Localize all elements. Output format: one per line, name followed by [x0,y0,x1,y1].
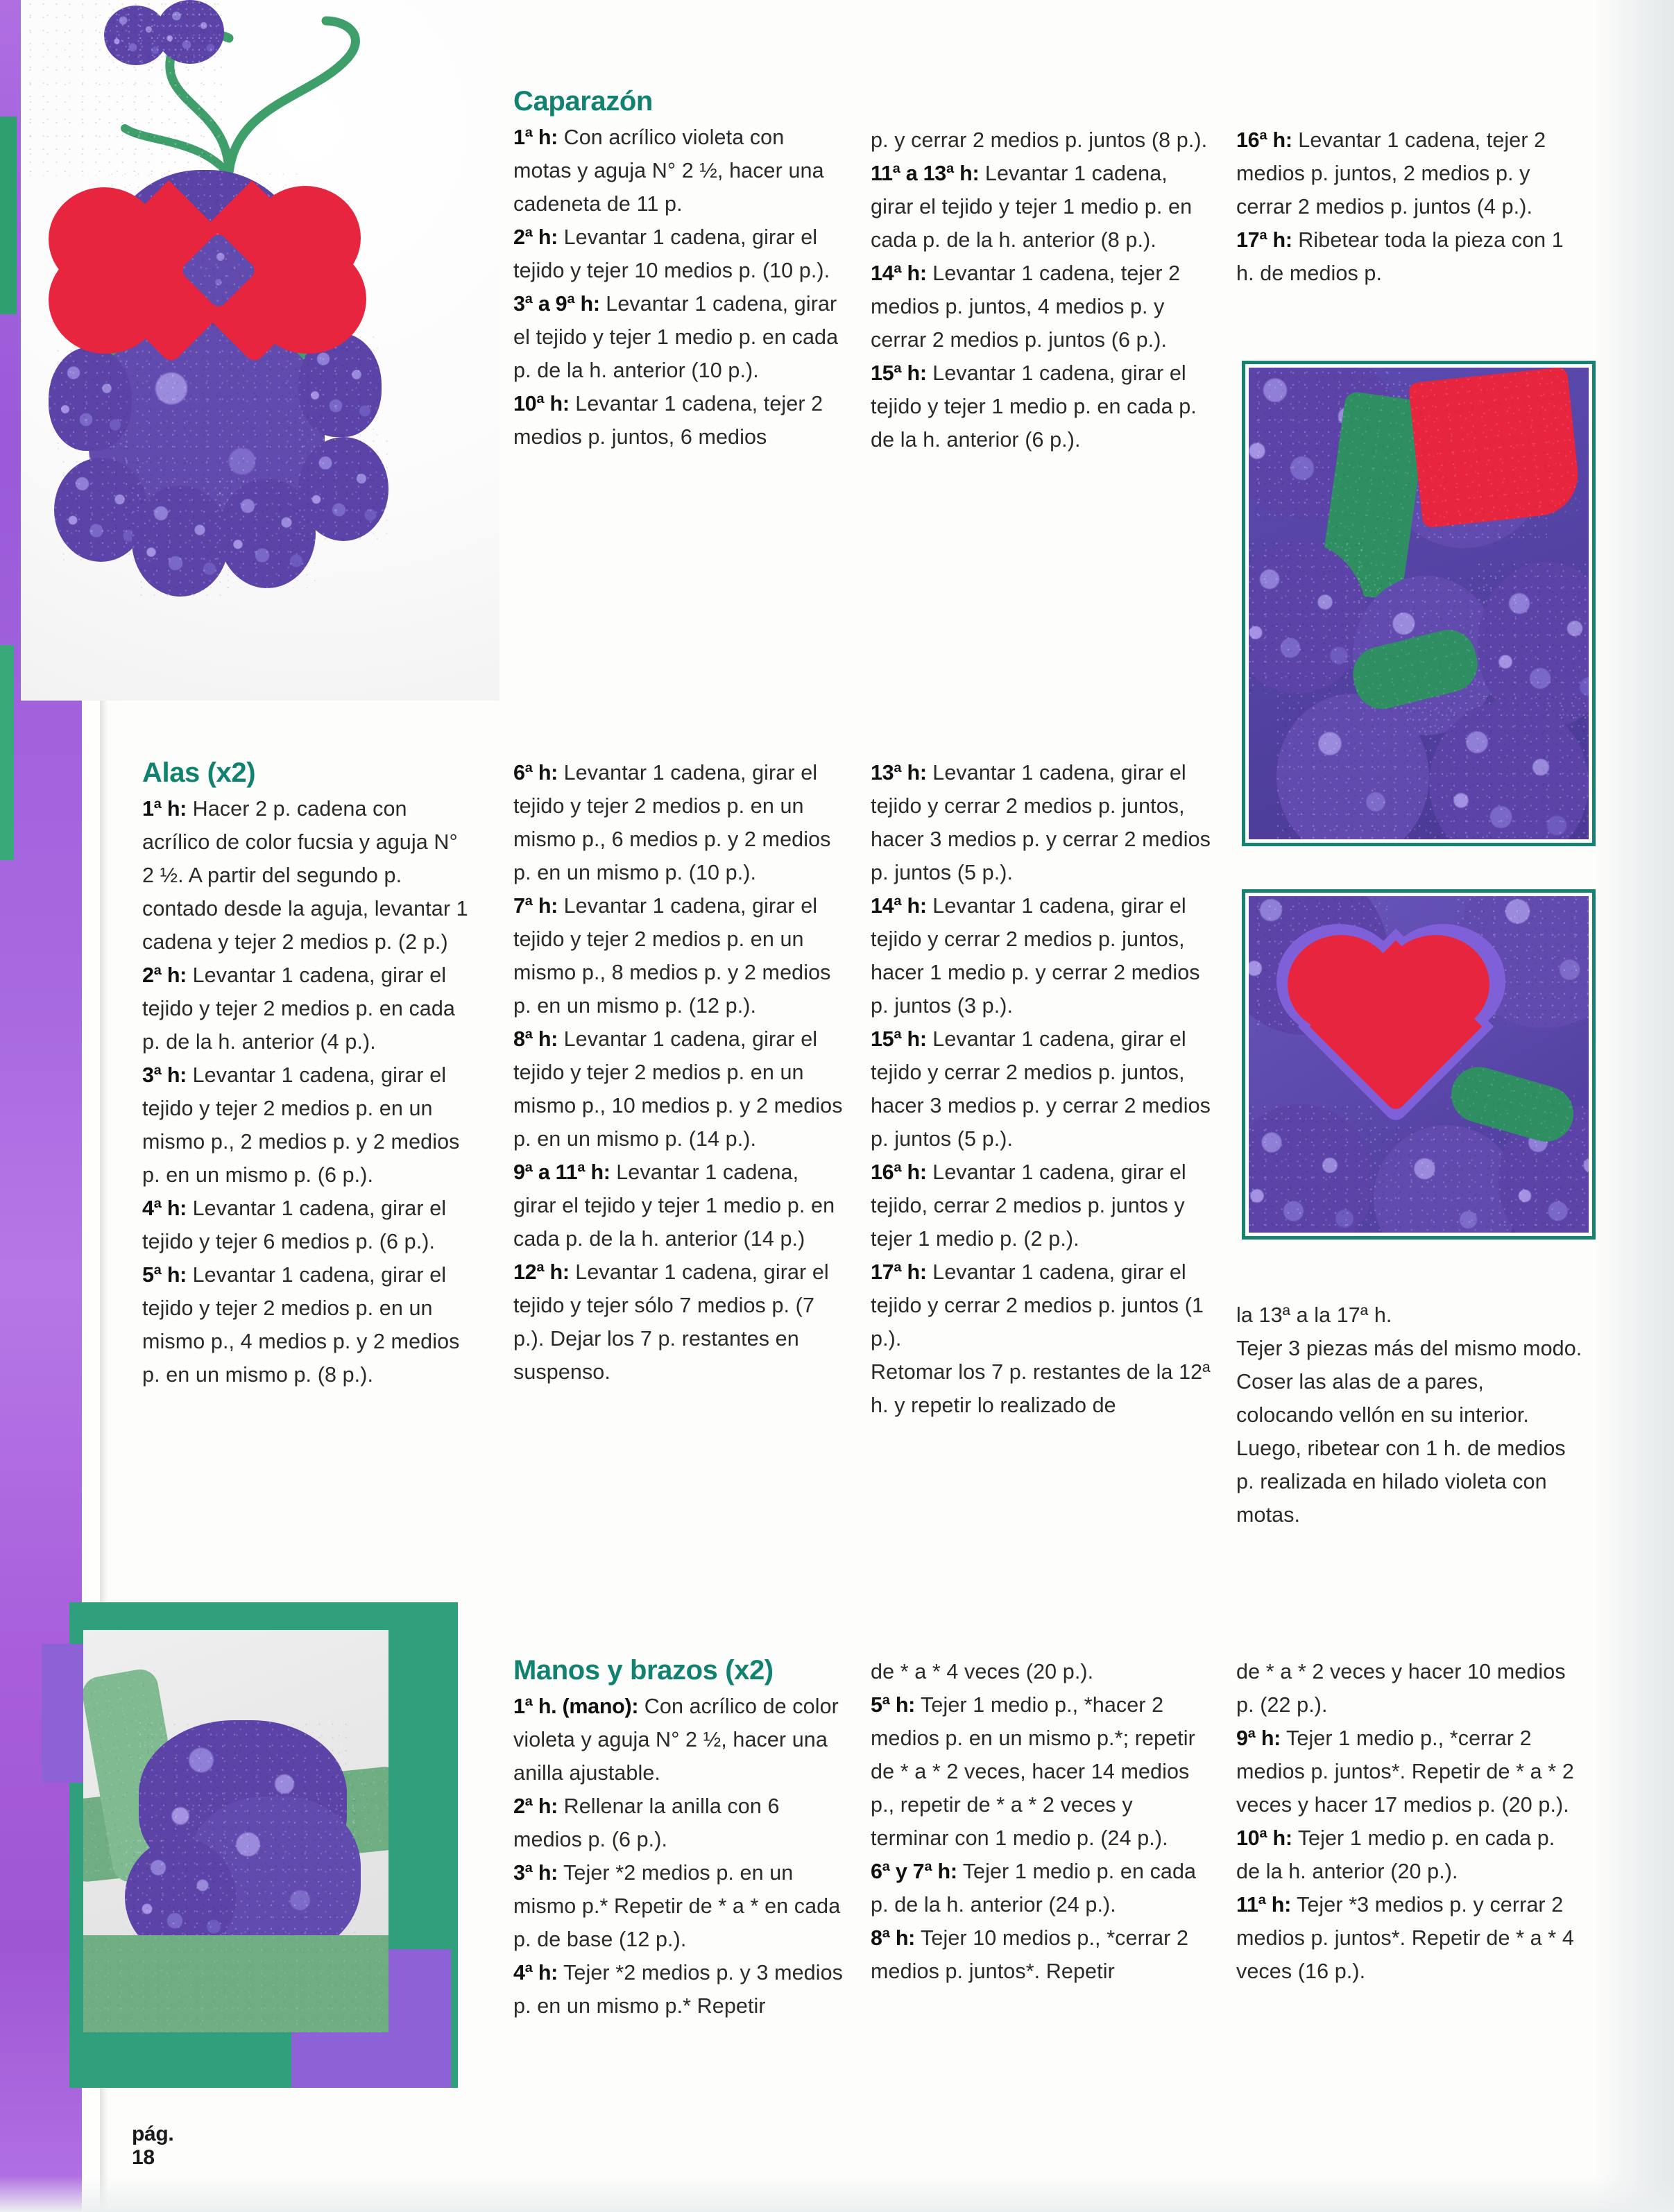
row-text: Levantar 1 cadena, girar el tejido y tejer 2 medios p. en un mismo p., 10 medios p. y 2 medios p. en un mismo p. (14 p.). [513,1027,843,1151]
manos-col3-body [1236,1655,1583,1988]
instruction-row [513,1956,846,2023]
manos-title: Manos y brazos (x2) [513,1655,774,1686]
left-edge-green-accent-bottom [0,645,14,860]
row-text: Levantar 1 cadena, girar el tejido y tejer 2 medios p. en un mismo p., 2 medios p. y 2 medios p. en un mismo p. (6 p.). [142,1063,460,1187]
row-text: Levantar 1 cadena, girar el tejido y cerrar 2 medios p. juntos, hacer 1 medio p. y cerrar 2 medios p. juntos (3 p.). [871,894,1200,1018]
paper-right-edge [1594,0,1674,2212]
row-lead: 3ª h: [142,1063,187,1087]
manos-column-3 [1236,1655,1583,1988]
instruction-row [513,387,846,454]
instruction-row [871,1156,1211,1255]
row-text: Levantar 1 cadena, girar el tejido y cerrar 2 medios p. juntos (1 p.). [871,1260,1204,1351]
row-text: Tejer 1 medio p., *hacer 2 medios p. en un mismo p.*; repetir de * a * 2 veces, hacer 14 medios p., repetir de * a * 2 veces y terminar con 1 medio p. (24 p.). [871,1693,1195,1850]
row-lead: 16ª h: [871,1160,927,1184]
instruction-row [513,889,846,1022]
row-text: Levantar 1 cadena, girar el tejido y tejer 1 medio p. en cada p. de la h. anterior (6 p.). [871,361,1197,452]
row-lead: 14ª h: [871,262,927,285]
instruction-row [1236,1655,1583,1722]
row-lead: 11ª a 13ª h: [871,162,980,185]
row-text: Levantar 1 cadena, tejer 2 medios p. juntos, 2 medios p. y cerrar 2 medios p. juntos (4 p.). [1236,128,1546,218]
alas-title: Alas (x2) [142,757,256,788]
instruction-row [513,1690,846,1790]
row-lead: 3ª h: [513,1861,558,1885]
alas-column-4 [1236,1298,1583,1532]
row-lead: 2ª h: [513,1794,558,1818]
instruction-row [1236,123,1583,223]
row-lead: 2ª h: [142,963,187,987]
instruction-row [142,792,468,959]
row-text: Levantar 1 cadena, tejer 2 medios p. juntos, 4 medios p. y cerrar 2 medios p. juntos (6 p.). [871,262,1181,352]
row-lead: 10ª h: [513,392,570,415]
instruction-row [1236,223,1583,290]
detail-photo-hand-block [42,1602,472,2116]
instruction-row [871,1855,1211,1921]
instruction-row [142,1058,468,1192]
row-lead: 2ª h: [513,225,558,249]
instruction-row [1236,1298,1583,1332]
row-text: Retomar los 7 p. restantes de la 12ª h. y repetir lo realizado de [871,1360,1211,1417]
instruction-row [871,1255,1211,1355]
row-lead: 6ª h: [513,761,558,785]
instruction-row [513,756,846,889]
instruction-row [1236,1821,1583,1888]
instruction-row [142,1258,468,1391]
instruction-row [513,121,846,221]
row-text: Levantar 1 cadena, girar el tejido y tejer 10 medios p. (10 p.). [513,225,830,282]
row-text: Levantar 1 cadena, girar el tejido y tejer 1 medio p. en cada p. de la h. anterior (14 p.) [513,1160,835,1251]
caparazon-column-2 [871,123,1211,456]
row-lead: 1ª h. (mano): [513,1695,639,1718]
instruction-row [1236,1332,1583,1532]
doll-limb-2 [132,486,229,597]
row-lead: 3ª a 9ª h: [513,292,600,316]
row-text: Tejer 10 medios p., *cerrar 2 medios p. juntos*. Repetir [871,1926,1189,1983]
row-text: Hacer 2 p. cadena con acrílico de color fucsia y aguja N° 2 ½. A partir del segundo p. contado desde la aguja, levantar 1 cadena y tejer 2 medios p. (2 p.) [142,797,468,954]
caparazon-column-1 [513,83,846,454]
row-text: Levantar 1 cadena, girar el tejido y tejer 2 medios p. en un mismo p., 8 medios p. y 2 medios p. en un mismo p. (12 p.). [513,894,831,1018]
instruction-row [871,357,1211,456]
page-number-value: 18 [132,2146,155,2169]
caparazon-col2-body [871,123,1211,456]
row-text: Levantar 1 cadena, girar el tejido y tejer 2 medios p. en un mismo p., 4 medios p. y 2 medios p. en un mismo p. (8 p.). [142,1263,460,1387]
hero-product-photo [21,0,499,701]
alas-column-3 [871,756,1211,1422]
row-text: Tejer *2 medios p. en un mismo p.* Repetir de * a * en cada p. de base (12 p.). [513,1861,841,1951]
instruction-row [142,959,468,1058]
row-lead: 4ª h: [142,1197,187,1220]
row-text: Tejer 1 medio p. en cada p. de la h. anterior (24 p.). [871,1860,1197,1917]
row-text: la 13ª a la 17ª h. [1236,1303,1392,1327]
doll-limb-5 [49,347,132,451]
instruction-row [513,1156,846,1255]
manos-column-2 [871,1655,1211,1988]
row-text: Levantar 1 cadena, girar el tejido y cerrar 2 medios p. juntos, hacer 3 medios p. y cerrar 2 medios p. juntos (5 p.). [871,761,1211,884]
detail-photo-legs [1242,361,1596,846]
row-text: de * a * 2 veces y hacer 10 medios p. (22 p.). [1236,1660,1566,1717]
instruction-row [513,1790,846,1856]
row-text: Tejer *2 medios p. y 3 medios p. en un mismo p.* Repetir [513,1961,844,2018]
instruction-row [871,1655,1211,1688]
instruction-row [871,1688,1211,1855]
instruction-row [871,1921,1211,1988]
instruction-row [871,756,1211,889]
row-lead: 15ª h: [871,361,927,385]
instruction-row [871,157,1211,257]
alas-col4-body [1236,1298,1583,1532]
manos-col2-body [871,1655,1211,1988]
page-number [132,2123,173,2170]
row-lead: 1ª h: [513,126,558,149]
instruction-row [1236,1722,1583,1821]
row-text: Con acrílico violeta con motas y aguja N° 2 ½, hacer una cadeneta de 11 p. [513,126,824,216]
alas-col2-body [513,756,846,1389]
row-text: Tejer 1 medio p. en cada p. de la h. anterior (20 p.). [1236,1826,1555,1883]
row-text: Levantar 1 cadena, girar el tejido y tejer 2 medios p. en cada p. de la h. anterior (4 p.). [142,963,455,1054]
row-lead: 6ª y 7ª h: [871,1860,957,1883]
row-text: Levantar 1 cadena, girar el tejido y tejer 1 medio p. en cada p. de la h. anterior (8 p.). [871,162,1193,252]
row-text: Levantar 1 cadena, girar el tejido y tejer 6 medios p. (6 p.). [142,1197,447,1253]
instruction-row [871,257,1211,357]
alas-col1-body [142,792,468,1391]
row-text: de * a * 4 veces (20 p.). [871,1660,1094,1683]
row-lead: 13ª h: [871,761,927,785]
instruction-row [1236,1888,1583,1988]
doll-limb-4 [298,437,388,541]
row-lead: 8ª h: [871,1926,916,1950]
row-lead: 17ª h: [871,1260,927,1284]
instruction-row [871,889,1211,1022]
instruction-row [871,1022,1211,1156]
row-text: Levantar 1 cadena, girar el tejido y tejer 1 medio p. en cada p. de la h. anterior (10 p.). [513,292,839,382]
instruction-row [513,1022,846,1156]
left-edge-green-accent-top [0,117,17,314]
instruction-row [871,1355,1211,1422]
row-text: Levantar 1 cadena, tejer 2 medios p. juntos, 6 medios [513,392,823,449]
alas-col3-body [871,756,1211,1422]
instruction-row [513,1255,846,1389]
instruction-row [871,123,1211,157]
row-lead: 5ª h: [142,1263,187,1287]
row-text: p. y cerrar 2 medios p. juntos (8 p.). [871,128,1208,152]
row-lead: 10ª h: [1236,1826,1292,1850]
row-lead: 1ª h: [142,797,187,821]
row-lead: 15ª h: [871,1027,927,1051]
row-text: Levantar 1 cadena, girar el tejido y tejer sólo 7 medios p. (7 p.). Dejar los 7 p. restantes en suspenso. [513,1260,829,1384]
row-lead: 16ª h: [1236,128,1292,152]
caparazon-col1-body [513,121,846,454]
caparazon-column-3 [1236,123,1583,290]
row-lead: 7ª h: [513,894,558,918]
paper-bottom-edge [0,2176,1674,2212]
manos-column-1 [513,1652,846,2023]
row-text: Tejer *3 medios p. y cerrar 2 medios p. juntos*. Repetir de * a * 4 veces (16 p.). [1236,1893,1574,1983]
row-lead: 8ª h: [513,1027,558,1051]
row-lead: 9ª h: [1236,1726,1281,1750]
row-text: Levantar 1 cadena, girar el tejido y cerrar 2 medios p. juntos, hacer 3 medios p. y cerrar 2 medios p. juntos (5 p.). [871,1027,1211,1151]
row-text: Tejer 1 medio p., *cerrar 2 medios p. juntos*. Repetir de * a * 2 veces y hacer 17 medios p. (20 p.). [1236,1726,1574,1817]
row-text: Ribetear toda la pieza con 1 h. de medios p. [1236,228,1564,285]
row-lead: 5ª h: [871,1693,916,1717]
row-lead: 17ª h: [1236,228,1292,252]
row-lead: 12ª h: [513,1260,570,1284]
alas-column-2 [513,756,846,1389]
instruction-row [513,1856,846,1956]
row-text: Levantar 1 cadena, girar el tejido y tejer 2 medios p. en un mismo p., 6 medios p. y 2 medios p. en un mismo p. (10 p.). [513,761,831,884]
caparazon-title: Caparazón [513,86,653,117]
instruction-row [142,1192,468,1258]
row-lead: 4ª h: [513,1961,558,1984]
caparazon-col3-body [1236,123,1583,290]
instruction-row [513,287,846,387]
row-lead: 14ª h: [871,894,927,918]
row-lead: 9ª a 11ª h: [513,1160,610,1184]
row-text: Levantar 1 cadena, girar el tejido, cerrar 2 medios p. juntos y tejer 1 medio p. (2 p.). [871,1160,1186,1251]
row-text: Tejer 3 piezas más del mismo modo. Coser las alas de a pares, colocando vellón en su interior. Luego, ribetear con 1 h. de medios p. realizada en hilado violeta con motas. [1236,1337,1582,1527]
row-lead: 11ª h: [1236,1893,1291,1917]
instruction-row [513,221,846,287]
detail-photo-heart [1242,889,1596,1240]
manos-col1-body [513,1690,846,2023]
page-label: pág. [132,2123,174,2145]
alas-column-1 [142,755,468,1391]
row-text: Con acrílico de color violeta y aguja N° 2 ½, hacer una anilla ajustable. [513,1695,839,1785]
row-text: Rellenar la anilla con 6 medios p. (6 p.). [513,1794,780,1851]
